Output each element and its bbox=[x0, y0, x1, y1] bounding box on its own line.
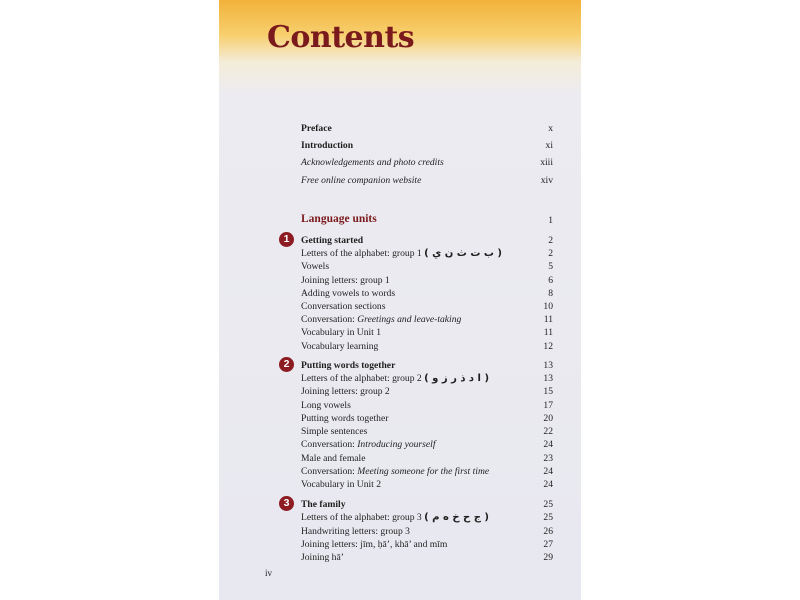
toc-entry-label: Preface bbox=[301, 123, 332, 134]
toc-entry-page: 2 bbox=[548, 235, 553, 246]
section-heading-language-units bbox=[301, 213, 553, 229]
toc-entry-page: 24 bbox=[543, 466, 553, 477]
toc-entry-page: 13 bbox=[543, 360, 553, 371]
toc-entry bbox=[301, 301, 553, 314]
toc-entry bbox=[301, 439, 553, 452]
toc-entry-label: Vocabulary in Unit 1 bbox=[301, 327, 382, 338]
toc-entry bbox=[301, 314, 553, 327]
toc-entry-page: 24 bbox=[543, 439, 553, 450]
toc-entry-label-italic: Meeting someone for the first time bbox=[357, 466, 490, 477]
toc-entry bbox=[301, 386, 553, 399]
toc-entry-page: 8 bbox=[548, 288, 553, 299]
toc-entry-page: 20 bbox=[543, 413, 553, 424]
toc-entry-label-italic: Introducing yourself bbox=[357, 439, 436, 450]
toc-entry-label: Conversation: bbox=[301, 466, 358, 477]
toc-entry-page: 25 bbox=[543, 512, 553, 523]
toc-entry bbox=[301, 275, 553, 288]
arabic-letters: ( ج ح خ ه م ) bbox=[424, 512, 489, 523]
section-heading-page: 1 bbox=[548, 215, 553, 226]
toc-entry-page: 23 bbox=[543, 453, 553, 464]
unit-number-badge: 3 bbox=[279, 496, 294, 511]
toc-entry-page: 6 bbox=[548, 275, 553, 286]
toc-entry-label: Introduction bbox=[301, 140, 354, 151]
toc-entry-label: Free online companion website bbox=[301, 175, 422, 186]
toc-entry-label: Putting words together bbox=[301, 413, 389, 424]
unit-number-badge: 1 bbox=[279, 232, 294, 247]
section-heading-label: Language units bbox=[301, 213, 377, 225]
toc-entry-acknowledgements bbox=[301, 157, 553, 170]
toc-entry bbox=[301, 526, 553, 539]
unit-number-badge: 2 bbox=[279, 357, 294, 372]
toc-entry bbox=[301, 453, 553, 466]
toc-entry-label: Handwriting letters: group 3 bbox=[301, 526, 410, 537]
toc-entry bbox=[301, 426, 553, 439]
toc-entry-label: Long vowels bbox=[301, 400, 351, 411]
toc-entry-label: Conversation: bbox=[301, 314, 358, 325]
toc-entry-page: xi bbox=[545, 140, 553, 151]
toc-entry-page: 24 bbox=[543, 479, 553, 490]
toc-entry bbox=[301, 400, 553, 413]
toc-entry-label: Male and female bbox=[301, 453, 366, 464]
toc-entry-page: 25 bbox=[543, 499, 553, 510]
toc-entry-label: Joining letters: jīm, ḥā’, khā’ and mīm bbox=[301, 539, 448, 550]
toc-entry bbox=[301, 373, 553, 386]
toc-entry bbox=[301, 466, 553, 479]
toc-entry-companion-website bbox=[301, 175, 553, 188]
toc-entry bbox=[301, 261, 553, 274]
toc-entry-preface bbox=[301, 123, 553, 136]
book-page bbox=[219, 0, 581, 600]
toc-entry-label: Letters of the alphabet: group 3 bbox=[301, 512, 422, 523]
toc-entry-label: Vocabulary in Unit 2 bbox=[301, 479, 382, 490]
toc-entry-page: x bbox=[548, 123, 553, 134]
toc-entry-page: xiv bbox=[540, 175, 553, 186]
page-number: iv bbox=[265, 568, 273, 578]
toc-entry bbox=[301, 539, 553, 552]
toc-entry-page: 13 bbox=[543, 373, 553, 384]
toc-entry-page: 11 bbox=[543, 327, 553, 338]
toc-entry bbox=[301, 248, 553, 261]
toc-entry bbox=[301, 479, 553, 492]
toc-entry-page: 5 bbox=[548, 261, 553, 272]
toc-entry-page: 15 bbox=[543, 386, 553, 397]
toc-entry-label: Letters of the alphabet: group 1 bbox=[301, 248, 422, 259]
toc-entry-page: 27 bbox=[543, 539, 553, 550]
page-title: Contents bbox=[267, 20, 415, 55]
toc-entry-page: xiii bbox=[540, 157, 553, 168]
toc-entry-page: 26 bbox=[543, 526, 553, 537]
toc-entry-page: 17 bbox=[543, 400, 553, 411]
toc-entry-label: The family bbox=[301, 499, 346, 510]
toc-entry-label: Vocabulary learning bbox=[301, 341, 379, 352]
toc-entry-page: 2 bbox=[548, 248, 553, 259]
toc-entry bbox=[301, 552, 553, 565]
toc-entry bbox=[301, 512, 553, 525]
toc-entry-label: Adding vowels to words bbox=[301, 288, 396, 299]
toc-entry bbox=[301, 235, 553, 248]
toc-entry bbox=[301, 341, 553, 354]
toc-entry bbox=[301, 413, 553, 426]
toc-entry-label: Conversation: bbox=[301, 439, 358, 450]
toc-entry-page: 29 bbox=[543, 552, 553, 563]
toc-entry-label: Simple sentences bbox=[301, 426, 368, 437]
toc-entry-label: Joining hā’ bbox=[301, 552, 344, 563]
toc-entry-label-italic: Greetings and leave-taking bbox=[357, 314, 462, 325]
toc-entry-label: Acknowledgements and photo credits bbox=[301, 157, 444, 168]
toc-entry-page: 12 bbox=[543, 341, 553, 352]
toc-entry-introduction bbox=[301, 140, 553, 153]
toc-entry-label: Getting started bbox=[301, 235, 364, 246]
toc-entry-label: Letters of the alphabet: group 2 bbox=[301, 373, 422, 384]
toc-entry bbox=[301, 327, 553, 340]
toc-entry bbox=[301, 360, 553, 373]
arabic-letters: ( ب ت ث ن ي ) bbox=[424, 248, 502, 259]
toc-entry-label: Conversation sections bbox=[301, 301, 386, 312]
toc-entry-label: Joining letters: group 2 bbox=[301, 386, 390, 397]
toc-entry-label: Vowels bbox=[301, 261, 330, 272]
toc-entry-page: 22 bbox=[543, 426, 553, 437]
toc-entry-page: 11 bbox=[543, 314, 553, 325]
toc-entry bbox=[301, 288, 553, 301]
toc-entry bbox=[301, 499, 553, 512]
arabic-letters: ( ا د ذ ر ز و ) bbox=[424, 373, 490, 384]
toc-entry-label: Joining letters: group 1 bbox=[301, 275, 390, 286]
toc-entry-page: 10 bbox=[543, 301, 553, 312]
toc-entry-label: Putting words together bbox=[301, 360, 396, 371]
